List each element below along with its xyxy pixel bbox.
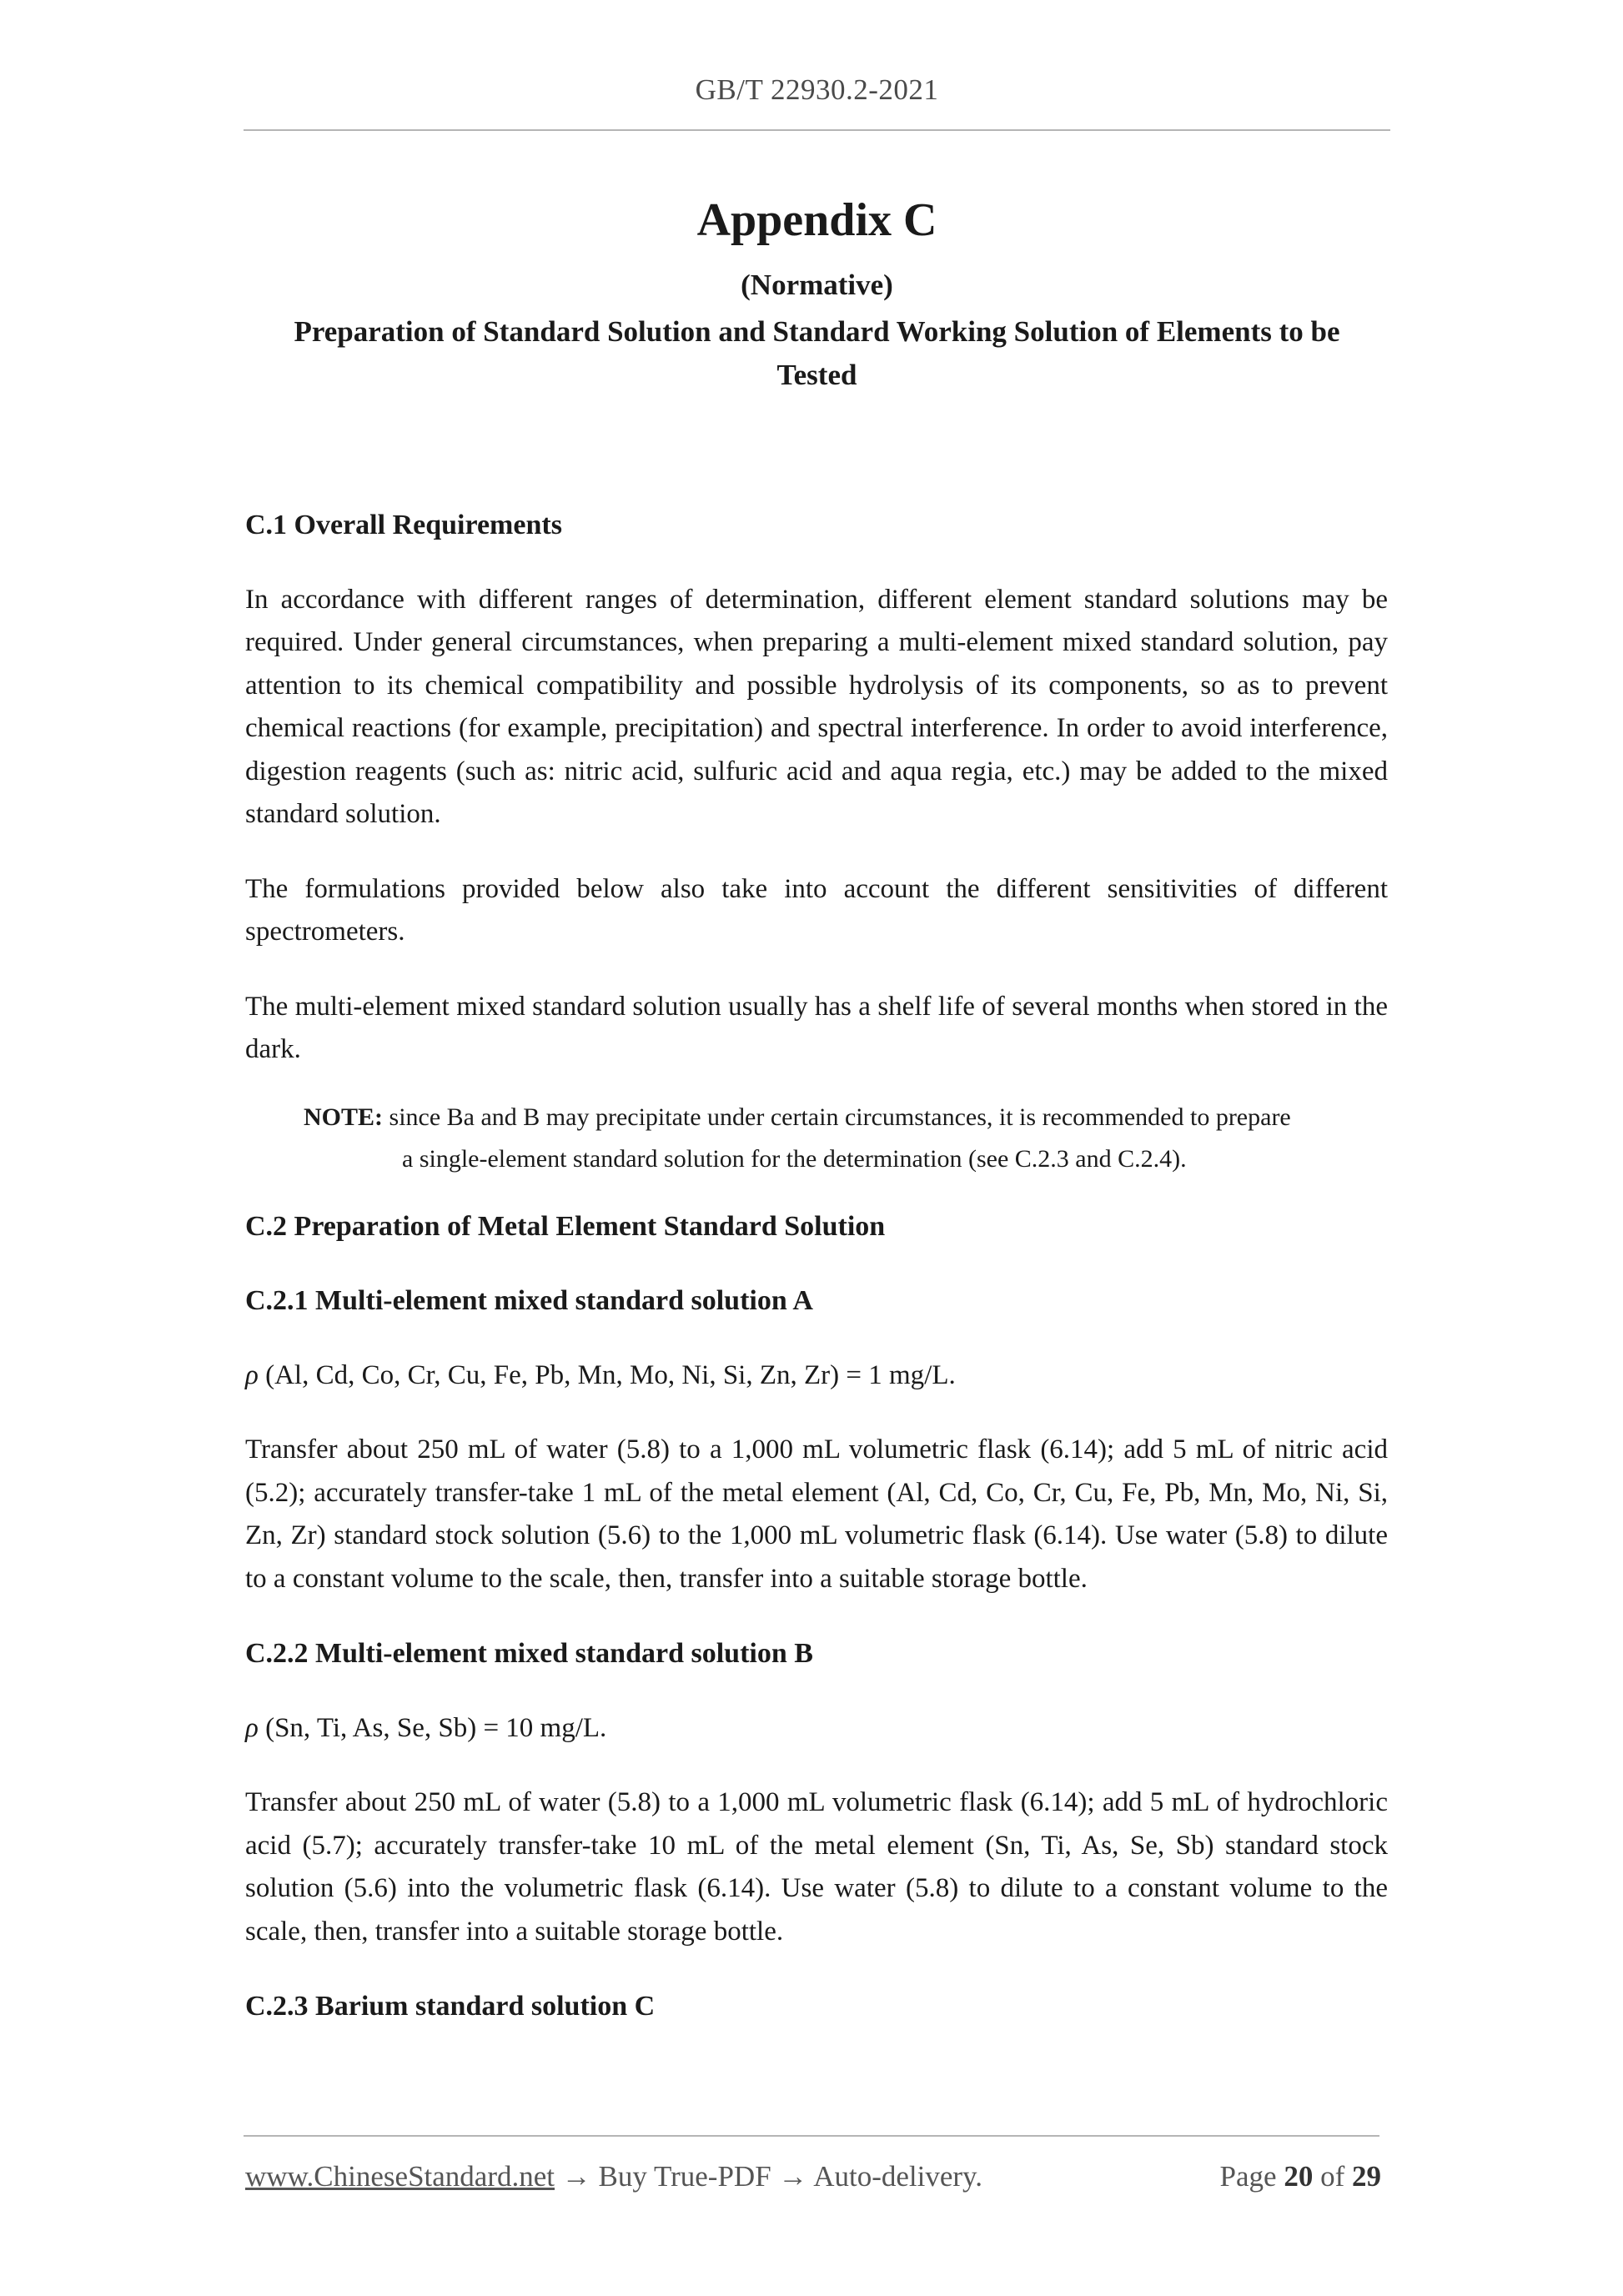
formula-c2-2-text: (Sn, Ti, As, Se, Sb) = 10 mg/L.: [265, 1712, 607, 1743]
appendix-title: Appendix C: [696, 194, 937, 246]
paragraph-c1-3: The multi-element mixed standard solution usually has a shelf life of several months when stored in the dark.: [245, 991, 1388, 1064]
paragraph-c2-1: Transfer about 250 mL of water (5.8) to a 1,000 mL volumetric flask (6.14); add 5 mL of nitric acid (5.2); accurately transfer-take 1 mL of the metal element (Al, Cd, Co, Cr, Cu, Fe, Pb, Mn, Mo, Ni, Si, Zn, Zr) standard stock solution (5.6) to the 1,000 mL volumetric flask (6.14). Use water (5.8) to dilute to a constant volume to the scale, then, transfer into a suitable storage bottle.: [245, 1434, 1388, 1594]
formula-c2-2: [245, 1707, 1388, 1751]
paragraph-c1-2: The formulations provided below also take into account the different sensitivities of different spectrometers.: [245, 873, 1388, 947]
paragraph-c1-1: In accordance with different ranges of determination, different element standard solutions may be required. Under general circumstances, when preparing a multi-element mixed standard solution, pay attention to its chemical compatibility and possible hydrolysis of its components, so as to prevent chemical reactions (for example, precipitation) and spectral interference. In order to avoid interference, digestion reagents (such as: nitric acid, sulfuric acid and aqua regia, etc.) may be added to the mixed standard solution.: [245, 584, 1388, 829]
document-body: [245, 504, 1388, 2028]
footer-promo: → Buy True-PDF → Auto-delivery.: [555, 2160, 983, 2193]
section-heading-c2-1: C.2.1 Multi-element mixed standard solution A: [245, 1285, 813, 1316]
appendix-type: (Normative): [741, 269, 893, 301]
header-divider: [244, 129, 1390, 131]
appendix-heading-line2: Tested: [776, 359, 857, 391]
page-number: [1220, 2160, 1381, 2193]
note-label: NOTE:: [304, 1103, 384, 1131]
appendix-heading: [244, 310, 1390, 397]
page-word: Page: [1219, 2160, 1277, 2193]
section-heading-c2-3: C.2.3 Barium standard solution C: [245, 1991, 656, 2022]
page-total: 29: [1352, 2160, 1381, 2193]
page-of: of: [1320, 2160, 1345, 2193]
appendix-heading-line1: Preparation of Standard Solution and Standard Working Solution of Elements to be: [294, 315, 1340, 348]
page-footer: [245, 2160, 1381, 2193]
standard-code-header: GB/T 22930.2-2021: [695, 73, 939, 106]
site-link[interactable]: www.ChineseStandard.net: [245, 2160, 555, 2193]
note-line1: since Ba and B may precipitate under certain circumstances, it is recommended to prepare: [389, 1103, 1291, 1131]
rho-symbol: ρ: [245, 1712, 259, 1743]
paragraph-c2-2: Transfer about 250 mL of water (5.8) to a 1,000 mL volumetric flask (6.14); add 5 mL of hydrochloric acid (5.7); accurately transfer-take 10 mL of the metal element (Sn, Ti, As, Se, Sb) standard stock solution (5.6) into the volumetric flask (6.14). Use water (5.8) to dilute to a constant volume to the scale, then, transfer into a suitable storage bottle.: [245, 1787, 1388, 1947]
note-block: [304, 1097, 1388, 1180]
rho-symbol: ρ: [245, 1359, 259, 1390]
section-heading-c2: C.2 Preparation of Metal Element Standard Solution: [245, 1210, 886, 1242]
formula-c2-1-text: (Al, Cd, Co, Cr, Cu, Fe, Pb, Mn, Mo, Ni, Si, Zn, Zr) = 1 mg/L.: [265, 1359, 956, 1390]
page-current: 20: [1284, 2160, 1314, 2193]
section-heading-c1: C.1 Overall Requirements: [245, 510, 562, 540]
section-heading-c2-2: C.2.2 Multi-element mixed standard solution B: [245, 1638, 813, 1669]
note-line2: a single-element standard solution for the determination (see C.2.3 and C.2.4).: [402, 1144, 1187, 1173]
footer-divider: [244, 2135, 1379, 2137]
formula-c2-1: [245, 1354, 1388, 1398]
